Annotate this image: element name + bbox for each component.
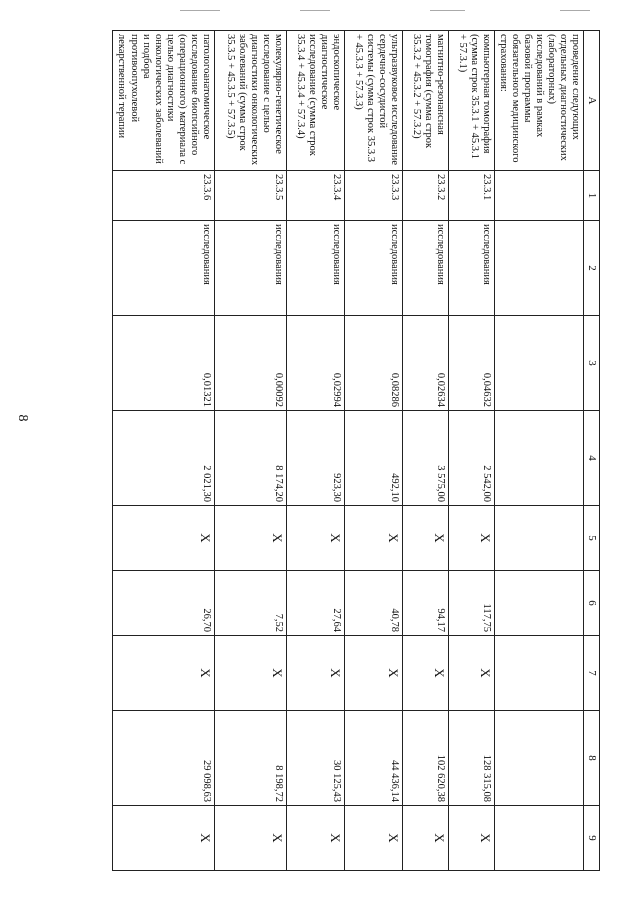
row-col9: Х	[344, 806, 402, 871]
row-col9: Х	[402, 806, 448, 871]
row-col5: Х	[344, 506, 402, 571]
row-unit: исследования	[286, 221, 344, 316]
row-cost: 8 174,20	[214, 411, 286, 506]
header-cell: 8	[584, 711, 600, 806]
table-row	[402, 31, 448, 871]
row-name: эндоскопическое диагностическое исследование (сумма строк 35.3.4 + 45.3.4 + 57.3.4)	[286, 31, 344, 171]
page-number: 8	[15, 414, 30, 422]
header-cell: 6	[584, 571, 600, 636]
row-cost: 2 542,00	[448, 411, 494, 506]
row-col6: 40,78	[344, 571, 402, 636]
row-code: 23.3.6	[113, 171, 215, 221]
row-name: компьютерная томография (сумма строк 35.3.1 + 45.3.1 + 57.3.1)	[448, 31, 494, 171]
row-col6: 94,17	[402, 571, 448, 636]
row-unit: исследования	[344, 221, 402, 316]
row-norm: 0,01321	[113, 316, 215, 411]
row-cost: 3 575,00	[402, 411, 448, 506]
row-col6: 7,52	[214, 571, 286, 636]
header-row	[584, 31, 600, 871]
row-col7: Х	[448, 636, 494, 711]
table-row	[214, 31, 286, 871]
rotated-table-container	[60, 30, 600, 870]
data-table	[112, 30, 600, 871]
row-name: патологоанатомическое исследование биопсийного (операционного) материала с целью диагностики онкологических заболеваний и подбора противоопухолевой лекарственной терапии	[113, 31, 215, 171]
row-col7: Х	[113, 636, 215, 711]
table-row	[113, 31, 215, 871]
row-col5: Х	[402, 506, 448, 571]
row-col8: 30 125,43	[286, 711, 344, 806]
intro-row	[494, 31, 583, 871]
row-col9: Х	[448, 806, 494, 871]
header-cell: 2	[584, 221, 600, 316]
row-code: 23.3.2	[402, 171, 448, 221]
scan-artifact	[300, 10, 330, 11]
row-col8: 102 620,38	[402, 711, 448, 806]
row-col5: Х	[286, 506, 344, 571]
scan-artifact	[560, 10, 590, 11]
row-name: ультразвуковое исследование сердечно-сосудистой системы (сумма строк 35.3.3 + 45.3.3 + 57.3.3)	[344, 31, 402, 171]
row-unit: исследования	[214, 221, 286, 316]
table-row	[286, 31, 344, 871]
row-norm: 0,08286	[344, 316, 402, 411]
table-row	[344, 31, 402, 871]
row-col9: Х	[113, 806, 215, 871]
row-col8: 44 436,14	[344, 711, 402, 806]
intro-cell: проведение следующих отдельных диагностических (лабораторных) исследований в рамках базовой программы обязательного медицинского страхования:	[494, 31, 583, 171]
row-col7: Х	[402, 636, 448, 711]
row-unit: исследования	[113, 221, 215, 316]
row-col5: Х	[448, 506, 494, 571]
row-col7: Х	[214, 636, 286, 711]
header-cell: 1	[584, 171, 600, 221]
row-unit: исследования	[402, 221, 448, 316]
row-norm: 0,02634	[402, 316, 448, 411]
row-code: 23.3.3	[344, 171, 402, 221]
scan-artifact	[180, 10, 220, 11]
header-cell: 7	[584, 636, 600, 711]
row-col8: 8 198,72	[214, 711, 286, 806]
row-cost: 492,10	[344, 411, 402, 506]
row-unit: исследования	[448, 221, 494, 316]
row-col7: Х	[344, 636, 402, 711]
row-cost: 923,30	[286, 411, 344, 506]
table-row	[448, 31, 494, 871]
row-code: 23.3.5	[214, 171, 286, 221]
row-col6: 26,70	[113, 571, 215, 636]
row-name: молекулярно-генетическое исследование с целью диагностики онкологических заболеваний (сумма строк 35.3.5 + 45.3.5 + 57.3.5)	[214, 31, 286, 171]
row-col9: Х	[286, 806, 344, 871]
row-col6: 27,64	[286, 571, 344, 636]
header-cell: А	[584, 31, 600, 171]
row-cost: 2 021,30	[113, 411, 215, 506]
row-col6: 117,75	[448, 571, 494, 636]
row-code: 23.3.4	[286, 171, 344, 221]
row-norm: 0,04632	[448, 316, 494, 411]
scan-artifact	[430, 10, 465, 11]
row-col5: Х	[113, 506, 215, 571]
row-code: 23.3.1	[448, 171, 494, 221]
header-cell: 9	[584, 806, 600, 871]
row-name: магнитно-резонансная томография (сумма строк 35.3.2 + 45.3.2 + 57.3.2)	[402, 31, 448, 171]
header-cell: 4	[584, 411, 600, 506]
row-col5: Х	[214, 506, 286, 571]
row-col8: 128 315,08	[448, 711, 494, 806]
row-col8: 29 098,63	[113, 711, 215, 806]
header-cell: 5	[584, 506, 600, 571]
row-col9: Х	[214, 806, 286, 871]
header-cell: 3	[584, 316, 600, 411]
row-norm: 0,00092	[214, 316, 286, 411]
row-col7: Х	[286, 636, 344, 711]
row-norm: 0,02994	[286, 316, 344, 411]
